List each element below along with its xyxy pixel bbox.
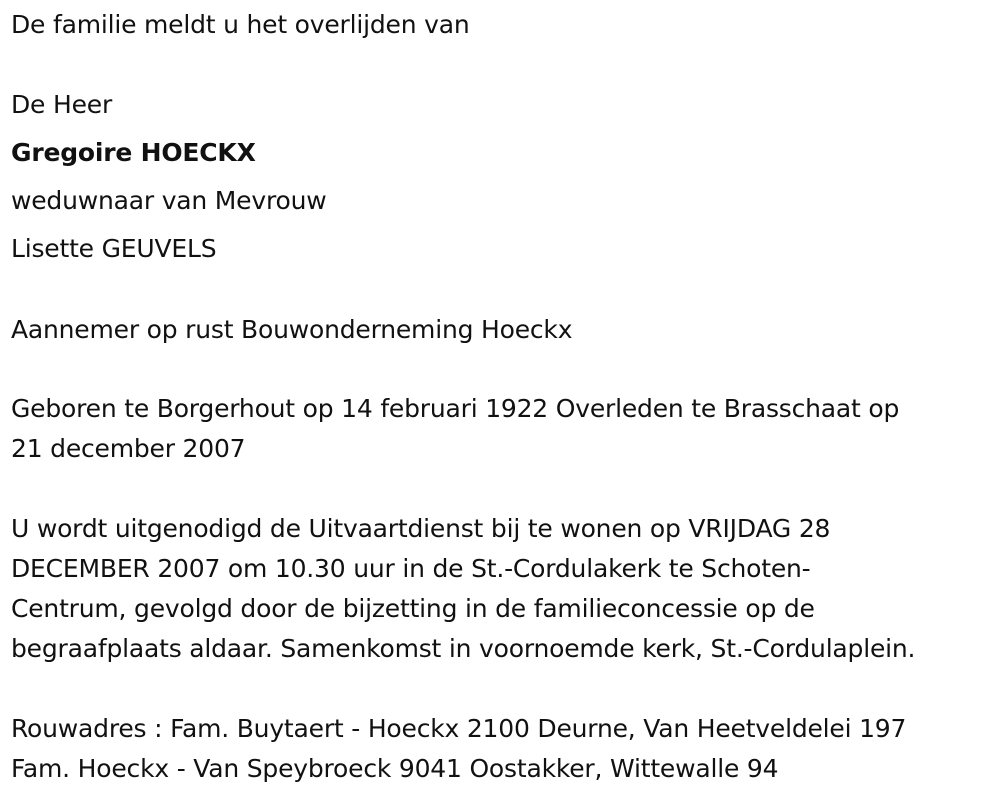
intro-text: De familie meldt u het overlijden van <box>11 10 470 39</box>
birth-death-line-1: Geboren te Borgerhout op 14 februari 1922 Overleden te Brasschaat op <box>11 394 900 423</box>
ceremony-line-1: U wordt uitgenodigd de Uitvaartdienst bij te wonen op VRIJDAG 28 <box>11 514 831 543</box>
address-line-2: Fam. Hoeckx - Van Speybroeck 9041 Oostakker, Wittewalle 94 <box>11 754 779 783</box>
address-line-1: Rouwadres : Fam. Buytaert - Hoeckx 2100 Deurne, Van Heetveldelei 197 <box>11 714 907 743</box>
ceremony-line-4: begraafplaats aldaar. Samenkomst in voornoemde kerk, St.-Cordulaplein. <box>11 634 916 663</box>
occupation: Aannemer op rust Bouwonderneming Hoeckx <box>11 315 573 344</box>
ceremony-line-2: DECEMBER 2007 om 10.30 uur in de St.-Cordulakerk te Schoten- <box>11 554 811 583</box>
widower-of: weduwnaar van Mevrouw <box>11 186 327 215</box>
spouse-name: Lisette GEUVELS <box>11 234 217 263</box>
deceased-name: Gregoire HOECKX <box>11 138 256 167</box>
birth-death-line-2: 21 december 2007 <box>11 434 246 463</box>
ceremony-line-3: Centrum, gevolgd door de bijzetting in de familieconcessie op de <box>11 594 815 623</box>
salutation: De Heer <box>11 90 113 119</box>
